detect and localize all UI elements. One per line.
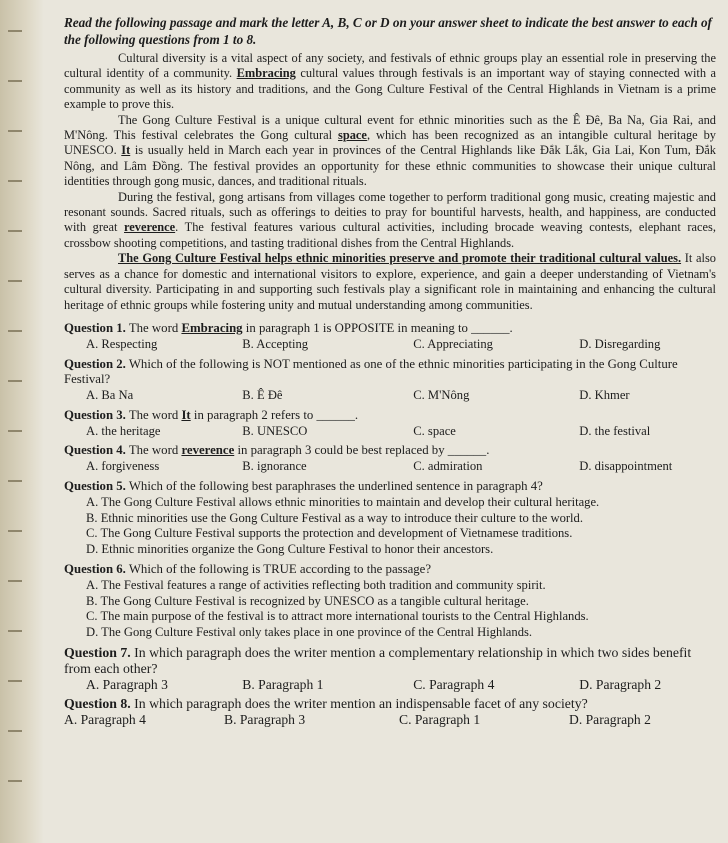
answer-options — [64, 424, 716, 440]
option-c[interactable]: C. The Gong Culture Festival supports the protection and development of Vietnamese traditions. — [86, 526, 573, 541]
reading-passage — [64, 51, 716, 313]
question-stem: Question 7. In which paragraph does the writer mention a complementary relationship in which two sides benefit from each other? — [64, 645, 692, 676]
option-a[interactable]: A. The Festival features a range of activities reflecting both tradition and community spirit. — [86, 577, 546, 592]
option-b[interactable]: B. Paragraph 3 — [224, 712, 306, 728]
answer-options — [64, 388, 716, 404]
option-b[interactable]: B. ignorance — [242, 459, 307, 474]
option-c[interactable]: C. M'Nông — [413, 388, 470, 403]
paragraph-1: Cultural diversity is a vital aspect of any society, and festivals of ethnic groups play an essential role in preserving the cultural identity of a community. Embracing cultural values through festivals is an important way of staying connected with a community as well as its history and traditions, and the Gong Culture Festival of the Central Highlands in Vietnam is a prime example to prove this. — [64, 51, 717, 112]
option-c[interactable]: C. Paragraph 1 — [399, 712, 481, 728]
option-a[interactable]: A. Paragraph 4 — [64, 712, 146, 728]
instructions: Read the following passage and mark the letter A, B, C or D on your answer sheet to indicate the best answer to each of the following questions from 1 to 8. — [64, 15, 712, 47]
option-b[interactable]: B. UNESCO — [242, 423, 308, 438]
answer-options — [64, 712, 716, 728]
underlined-word-space: space — [338, 128, 367, 143]
option-c[interactable]: C. admiration — [413, 459, 483, 474]
option-a[interactable]: A. The Gong Culture Festival allows ethnic minorities to maintain and develop their cultural heritage. — [86, 494, 600, 509]
option-c[interactable]: C. Paragraph 4 — [413, 676, 495, 692]
paragraph-3: During the festival, gong artisans from villages come together to perform traditional gong music, creating majestic and resonant sounds. Sacred rituals, such as offerings to deities to pray for bountiful harvests, health, and happiness, are conducted with great reverence. The festival features various cultural activities, including brocade weaving contests, elephant races, crossbow shooting competitions, and tasting traditional dishes from the Central Highlands. — [64, 189, 716, 250]
option-a[interactable]: A. forgiveness — [86, 459, 160, 474]
option-b[interactable]: B. Ethnic minorities use the Gong Culture Festival as a way to introduce their culture to the world. — [86, 510, 583, 525]
question-stem: Question 1. The word Embracing in paragraph 1 is OPPOSITE in meaning to ______. — [64, 320, 513, 335]
option-d[interactable]: D. Paragraph 2 — [569, 712, 651, 728]
paragraph-2: The Gong Culture Festival is a unique cultural event for ethnic minorities such as the Ê Đê, Ba Na, Gia Rai, and M'Nông. This festival celebrates the Gong cultural space, which has been recognized as an intangible cultural heritage by UNESCO. It is usually held in March each year in provinces of the Central Highlands like Đắk Lắk, Gia Lai, Kon Tum, Đắk Nông, and Lâm Đồng. The festival provides an opportunity for these ethnic communities to showcase their unique cultural identities through gong music, dances, and traditional rituals. — [64, 112, 716, 189]
option-a[interactable]: A. Ba Na — [86, 388, 134, 403]
question-stem: Question 6. Which of the following is TRUE according to the passage? — [64, 562, 432, 577]
question-stem: Question 5. Which of the following best paraphrases the underlined sentence in paragraph 4? — [64, 479, 543, 494]
question-2 — [64, 357, 716, 404]
option-b[interactable]: B. Paragraph 1 — [242, 676, 324, 692]
question-stem: Question 4. The word reverence in paragraph 3 could be best replaced by ______. — [64, 443, 490, 458]
question-7 — [64, 645, 716, 692]
underlined-sentence: The Gong Culture Festival helps ethnic minorities preserve and promote their traditional cultural values. — [118, 251, 682, 266]
underlined-word-reverence: reverence — [124, 220, 176, 235]
underlined-word-it: It — [121, 143, 131, 158]
option-d[interactable]: D. disappointment — [579, 459, 673, 474]
answer-options — [64, 495, 716, 558]
paragraph-4: The Gong Culture Festival helps ethnic minorities preserve and promote their traditional cultural values. It also serves as a chance for domestic and international visitors to explore, experience, and gain a deeper understanding of Vietnam's cultural diversity. Participating in and supporting such festivals play a significant role in maintaining and enhancing the cultural heritage of ethnic groups while fostering unity and mutual understanding among communities. — [64, 251, 716, 312]
answer-options — [64, 459, 716, 475]
worksheet — [64, 14, 716, 843]
answer-options — [64, 578, 716, 641]
option-d[interactable]: D. Khmer — [579, 388, 630, 403]
option-b[interactable]: B. Accepting — [242, 336, 309, 351]
question-1 — [64, 321, 716, 353]
question-4 — [64, 443, 716, 475]
question-6 — [64, 562, 716, 641]
answer-options — [64, 677, 716, 693]
option-d[interactable]: D. The Gong Culture Festival only takes place in one province of the Central Highlands. — [86, 625, 533, 640]
option-d[interactable]: D. Ethnic minorities organize the Gong Culture Festival to honor their ancestors. — [86, 542, 494, 557]
option-a[interactable]: A. the heritage — [86, 423, 161, 438]
question-5 — [64, 479, 716, 558]
answer-options — [64, 337, 716, 353]
option-c[interactable]: C. Appreciating — [413, 336, 493, 351]
option-c[interactable]: C. space — [413, 423, 456, 438]
option-a[interactable]: A. Respecting — [86, 336, 158, 351]
option-c[interactable]: C. The main purpose of the festival is to attract more international tourists to the Central Highlands. — [86, 609, 589, 624]
book-binding — [0, 0, 44, 843]
question-3 — [64, 408, 716, 440]
question-8 — [64, 696, 716, 728]
option-a[interactable]: A. Paragraph 3 — [86, 676, 168, 692]
question-stem: Question 8. In which paragraph does the writer mention an indispensable facet of any society? — [64, 696, 588, 712]
option-d[interactable]: D. Paragraph 2 — [579, 676, 662, 692]
underlined-word-embracing: Embracing — [236, 66, 296, 81]
question-stem: Question 3. The word It in paragraph 2 refers to ______. — [64, 407, 359, 422]
question-stem: Question 2. Which of the following is NOT mentioned as one of the ethnic minorities participating in the Gong Culture Festival? — [64, 356, 678, 387]
option-d[interactable]: D. the festival — [579, 423, 651, 438]
option-b[interactable]: B. The Gong Culture Festival is recognized by UNESCO as a tangible cultural heritage. — [86, 593, 529, 608]
option-d[interactable]: D. Disregarding — [579, 336, 661, 351]
option-b[interactable]: B. Ê Đê — [242, 388, 283, 403]
